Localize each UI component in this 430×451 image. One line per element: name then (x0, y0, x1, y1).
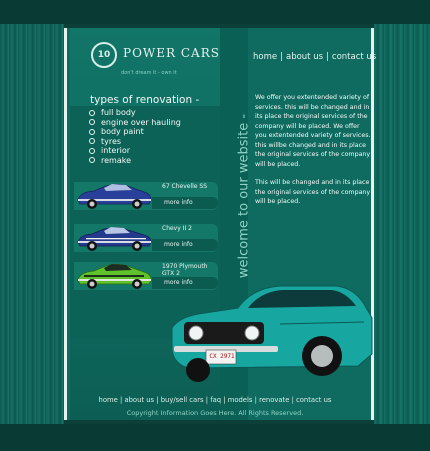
renovation-title: types of renovation - (90, 94, 200, 106)
car-card-chevy[interactable] (74, 224, 218, 252)
footer-nav-faq[interactable]: faq (210, 396, 222, 404)
more-info-link[interactable]: more info (164, 279, 193, 286)
top-band (0, 0, 430, 24)
about-paragraph-1: We offer you extentended variety of services. this will be changed and in its place the original services of the company will be placed. We offer you extentended variety of services. this willbe changed and in its place the original services of the company will be placed. (255, 94, 371, 168)
circle-bullet-icon (89, 157, 95, 163)
circle-bullet-icon (89, 129, 95, 135)
left-grunge-background (0, 24, 64, 424)
list-item[interactable] (89, 127, 181, 137)
car-name: Chevy II 2 (162, 225, 192, 232)
circle-bullet-icon (89, 119, 95, 125)
circle-bullet-icon (89, 110, 95, 116)
bottom-band (0, 424, 430, 451)
nav-contact-us[interactable]: contact us (331, 52, 377, 62)
footer-nav-renovate[interactable]: renovate (259, 396, 290, 404)
copyright: Copyright Information Goes Here. All Rights Reserved. (126, 409, 304, 417)
logo-title: POWER CARS (123, 46, 220, 60)
renovation-item-label: interior (101, 146, 131, 155)
nav-separator: | (280, 52, 283, 62)
footer-nav-models[interactable]: models (227, 396, 253, 404)
renovation-list (89, 108, 181, 165)
nav-separator: | (326, 52, 329, 62)
welcome-vertical-text (234, 86, 254, 306)
footer-nav-home[interactable]: home (98, 396, 118, 404)
car-name: 67 Chevelle SS (162, 183, 208, 190)
footer-nav-about-us[interactable]: about us (124, 396, 155, 404)
footer-nav-contact-us[interactable]: contact us (296, 396, 332, 404)
plymouth-car-image (74, 258, 154, 294)
nav-separator: | (223, 396, 226, 404)
about-text (255, 93, 373, 216)
list-item[interactable] (89, 108, 181, 118)
nav-separator: | (291, 396, 294, 404)
renovation-item-label: remake (101, 155, 131, 165)
car-card-chevelle[interactable] (74, 182, 218, 210)
nav-separator: | (205, 396, 209, 404)
more-info-link[interactable]: more info (164, 199, 193, 206)
top-navigation (253, 52, 376, 62)
chevelle-car-image (74, 178, 154, 214)
welcome-text: welcome to our website - (236, 113, 252, 279)
footer-navigation (0, 396, 430, 404)
nav-separator: | (254, 396, 257, 404)
license-plate: CX 2971 (209, 353, 235, 360)
more-info-link[interactable]: more info (164, 241, 193, 248)
logo-badge: 10 (91, 42, 117, 68)
footer-nav-buy-sell-cars[interactable]: buy/sell cars (160, 396, 204, 404)
circle-bullet-icon (89, 148, 95, 154)
right-grunge-background (374, 24, 430, 424)
nav-home[interactable]: home (253, 52, 278, 62)
list-item[interactable] (89, 146, 181, 156)
car-name: 1970 Plymouth GTX 2 (162, 263, 208, 277)
list-item[interactable] (89, 156, 181, 166)
renovation-item-label: tyres (101, 136, 122, 146)
renovation-item-label: body paint (101, 127, 144, 136)
nav-about-us[interactable]: about us (285, 52, 324, 62)
list-item[interactable] (89, 137, 181, 147)
logo-tagline: don't dream it - own it (121, 70, 177, 76)
featured-mustang-image (168, 284, 374, 392)
circle-bullet-icon (89, 138, 95, 144)
about-paragraph-2: This will be changed and in its place the original services of the company will be placed. (255, 179, 371, 205)
nav-separator: | (119, 396, 123, 404)
chevy-car-image (74, 220, 154, 256)
list-item[interactable] (89, 118, 181, 128)
renovation-item-label: full body (101, 108, 136, 117)
renovation-item-label: engine over hauling (101, 117, 181, 127)
nav-separator: | (156, 396, 159, 404)
